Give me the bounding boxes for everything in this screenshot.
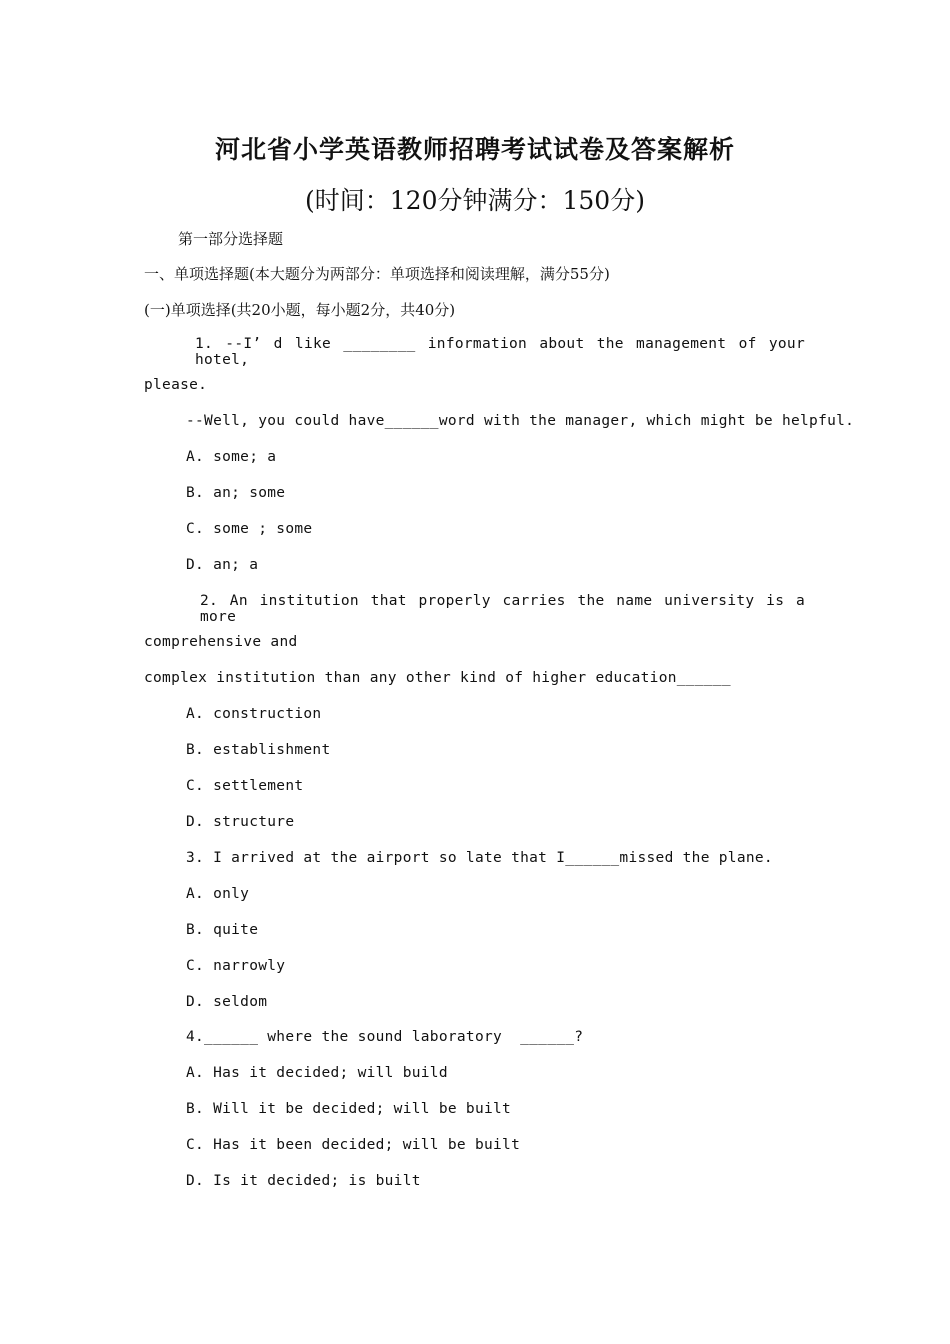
question-1-response: --Well, you could have______word with the manager, which might be helpful. — [186, 413, 855, 429]
question-4-option-d: D. Is it decided; is built — [186, 1173, 421, 1189]
question-3-stem: 3. I arrived at the airport so late that I______missed the plane. — [186, 850, 773, 866]
question-2-option-d: D. structure — [186, 814, 295, 830]
question-4-option-a: A. Has it decided; will build — [186, 1065, 448, 1081]
question-1-option-d: D. an; a — [186, 557, 259, 573]
question-4-option-b: B. Will it be decided; will be built — [186, 1101, 512, 1117]
section-heading: 一、单项选择题(本大题分为两部分：单项选择和阅读理解，满分55分) — [144, 265, 610, 283]
question-1-option-a: A. some; a — [186, 449, 277, 465]
question-2-stem-cont-2: complex institution than any other kind of higher education______ — [144, 670, 731, 686]
question-4-option-c: C. Has it been decided; will be built — [186, 1137, 521, 1153]
question-1-stem-cont: please. — [144, 377, 208, 393]
question-2-option-c: C. settlement — [186, 778, 304, 794]
question-2-stem: 2. An institution that properly carries the name university is a more — [200, 593, 805, 625]
question-4-stem: 4.______ where the sound laboratory ______? — [186, 1029, 584, 1045]
question-1-stem: 1. --I’ d like ________ information about the management of your hotel, — [195, 336, 805, 368]
document-title: 河北省小学英语教师招聘考试试卷及答案解析 — [214, 135, 735, 164]
document-subtitle: (时间：120分钟满分：150分) — [305, 186, 645, 215]
question-3-option-c: C. narrowly — [186, 958, 286, 974]
part-heading: 第一部分选择题 — [178, 230, 284, 248]
question-2-option-a: A. construction — [186, 706, 322, 722]
question-2-option-b: B. establishment — [186, 742, 331, 758]
question-2-stem-cont: comprehensive and — [144, 634, 298, 650]
question-3-option-a: A. only — [186, 886, 250, 902]
question-1-option-c: C. some ; some — [186, 521, 313, 537]
question-3-option-b: B. quite — [186, 922, 259, 938]
subsection-heading: (一)单项选择(共20小题，每小题2分，共40分) — [144, 301, 456, 319]
question-1-option-b: B. an; some — [186, 485, 286, 501]
question-3-option-d: D. seldom — [186, 994, 268, 1010]
